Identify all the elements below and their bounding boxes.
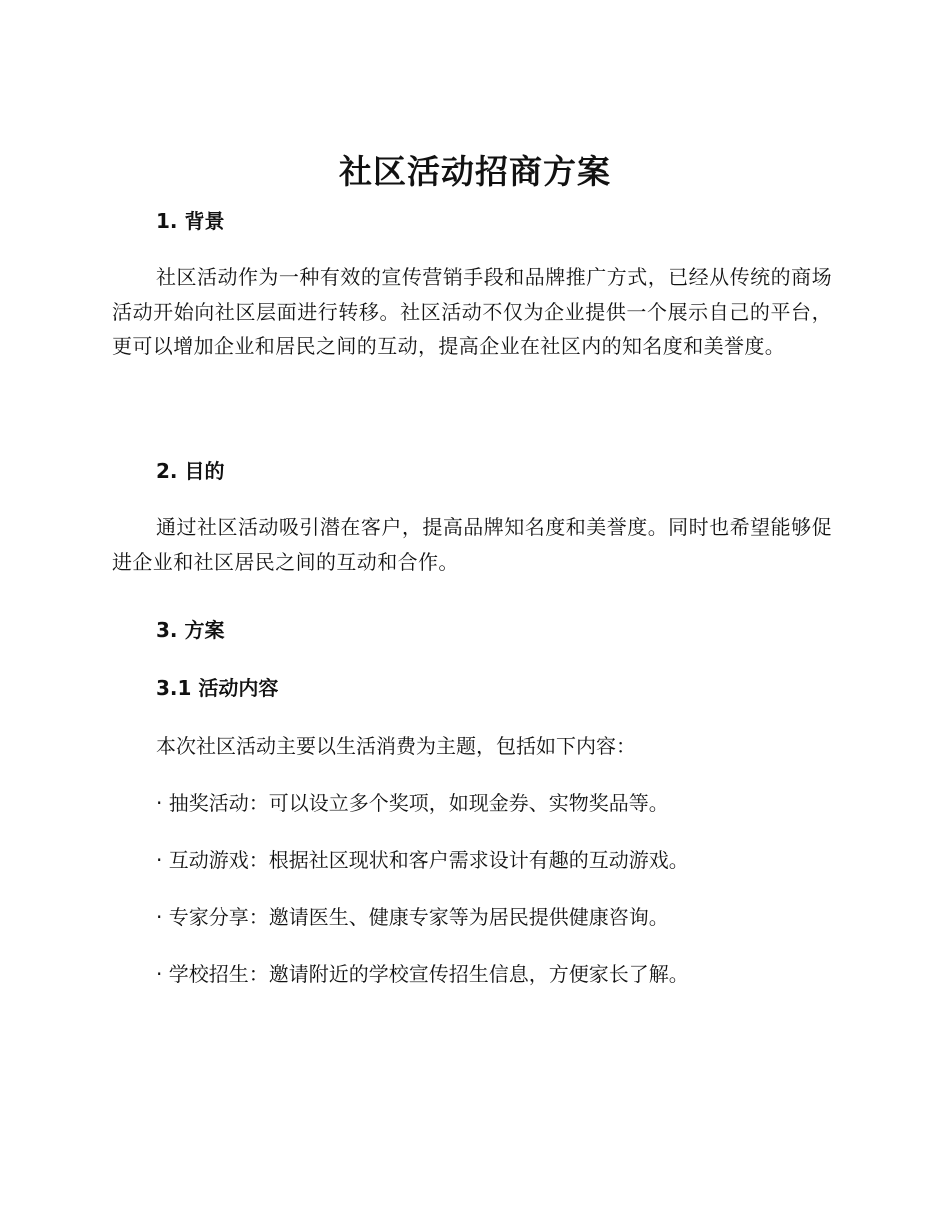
subsection-heading-activity-content: 3.1 活动内容 <box>156 676 279 700</box>
section-heading-plan: 3. 方案 <box>156 618 225 642</box>
document-title: 社区活动招商方案 <box>339 152 611 191</box>
section-heading-background: 1. 背景 <box>156 209 225 233</box>
list-item-games: · 互动游戏：根据社区现状和客户需求设计有趣的互动游戏。 <box>156 848 689 872</box>
list-item-expert-sharing: · 专家分享：邀请医生、健康专家等为居民提供健康咨询。 <box>156 905 669 929</box>
section-heading-purpose: 2. 目的 <box>156 459 225 483</box>
list-item-school-enrollment: · 学校招生：邀请附近的学校宣传招生信息，方便家长了解。 <box>156 962 689 986</box>
purpose-paragraph: 通过社区活动吸引潜在客户，提高品牌知名度和美誉度。同时也希望能够促进企业和社区居民之间的互动和合作。 <box>112 515 832 574</box>
list-item-lottery: · 抽奖活动：可以设立多个奖项，如现金券、实物奖品等。 <box>156 791 669 815</box>
background-paragraph: 社区活动作为一种有效的宣传营销手段和品牌推广方式，已经从传统的商场活动开始向社区层面进行转移。社区活动不仅为企业提供一个展示自己的平台，更可以增加企业和居民之间的互动，提高企业在社区内的知名度和美誉度。 <box>112 265 832 358</box>
activity-intro: 本次社区活动主要以生活消费为主题，包括如下内容： <box>156 734 636 758</box>
